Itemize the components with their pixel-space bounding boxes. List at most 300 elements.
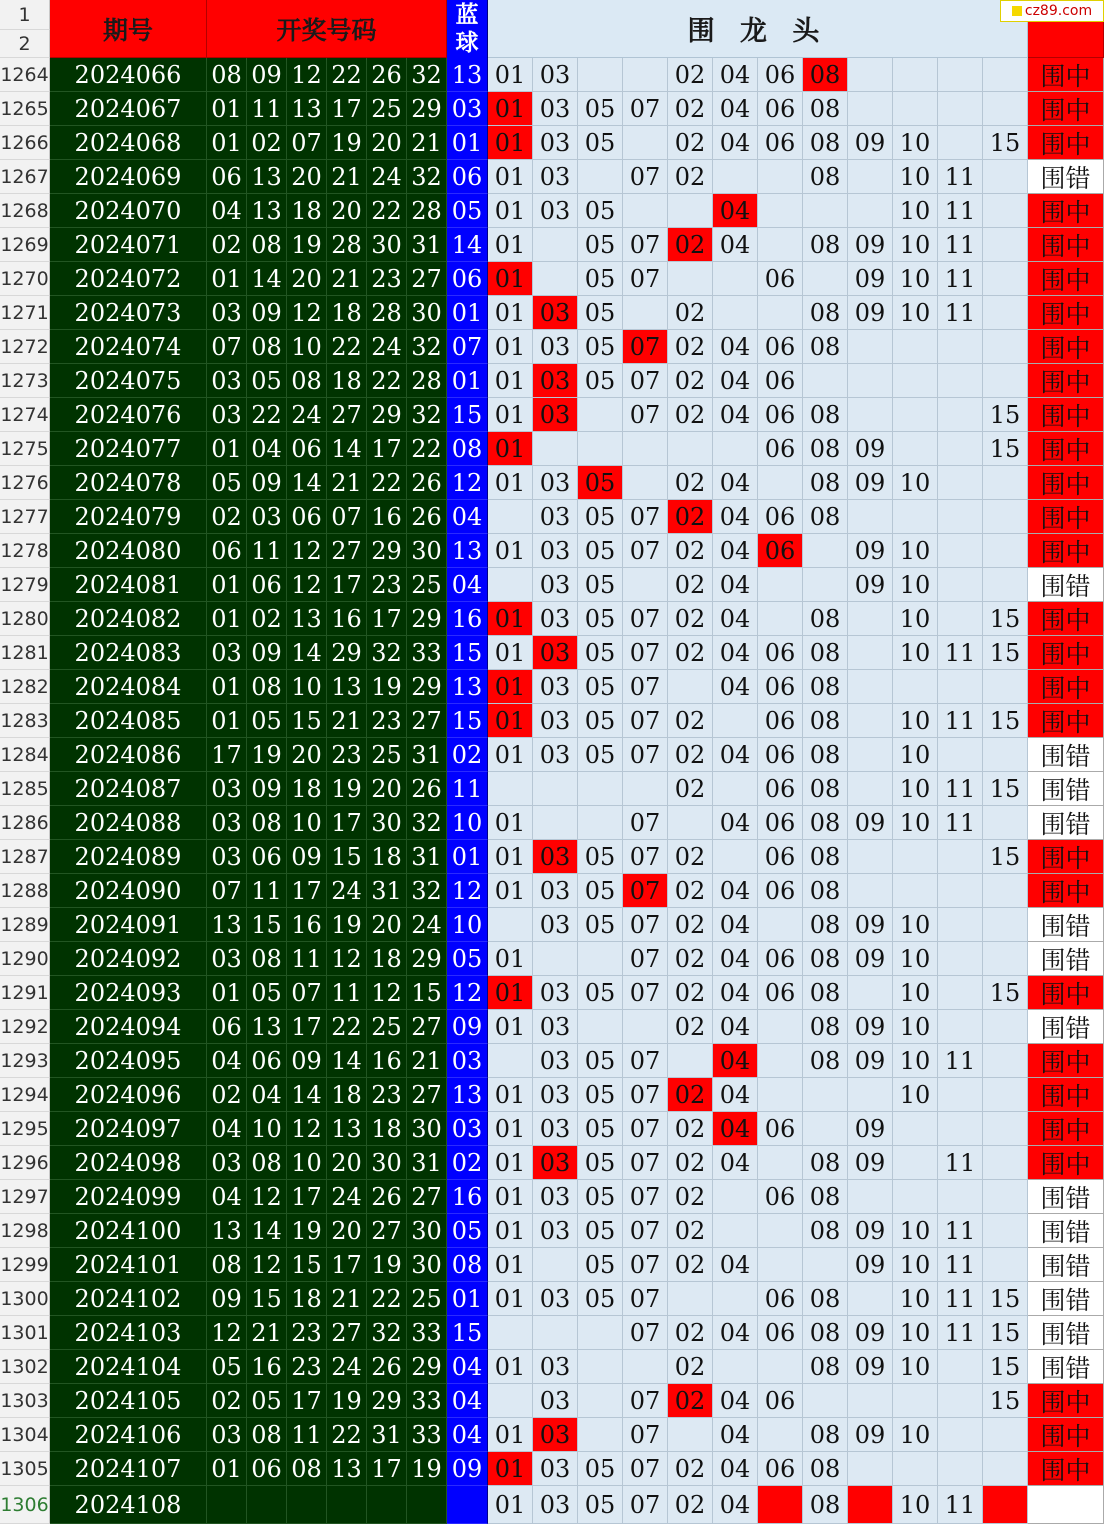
dragon-head-cell[interactable] [848,1078,893,1112]
dragon-head-cell[interactable] [578,772,623,806]
dragon-head-cell[interactable] [713,296,758,330]
row-number[interactable]: 1286 [0,806,50,840]
draw-number-cell[interactable]: 05 [207,1350,247,1384]
draw-number-cell[interactable]: 04 [247,1078,287,1112]
dragon-head-cell[interactable]: 04 [713,1316,758,1350]
draw-number-cell[interactable]: 01 [207,262,247,296]
draw-number-cell[interactable]: 16 [327,602,367,636]
dragon-head-cell[interactable]: 01 [488,92,533,126]
dragon-head-cell[interactable]: 01 [488,432,533,466]
dragon-head-cell[interactable]: 01 [488,636,533,670]
dragon-head-cell[interactable]: 05 [578,840,623,874]
draw-number-cell[interactable]: 25 [367,92,407,126]
dragon-head-cell[interactable]: 10 [893,636,938,670]
row-number[interactable]: 1268 [0,194,50,228]
result-cell[interactable]: 围错 [1028,1180,1104,1214]
dragon-head-cell[interactable] [938,942,983,976]
dragon-head-cell[interactable]: 07 [623,160,668,194]
dragon-head-cell[interactable] [578,58,623,92]
draw-number-cell[interactable]: 30 [407,1248,447,1282]
dragon-head-cell[interactable]: 06 [758,670,803,704]
dragon-head-cell[interactable]: 11 [938,296,983,330]
dragon-head-cell[interactable] [533,806,578,840]
result-cell[interactable]: 围中 [1028,1418,1104,1452]
dragon-head-cell[interactable]: 02 [668,1452,713,1486]
dragon-head-cell[interactable]: 02 [668,364,713,398]
dragon-head-cell[interactable]: 05 [578,738,623,772]
row-number[interactable]: 1282 [0,670,50,704]
dragon-head-cell[interactable]: 08 [803,874,848,908]
dragon-head-cell[interactable]: 08 [803,228,848,262]
dragon-head-cell[interactable]: 01 [488,602,533,636]
dragon-head-cell[interactable] [803,262,848,296]
dragon-head-cell[interactable] [938,602,983,636]
dragon-head-cell[interactable]: 04 [713,466,758,500]
dragon-head-cell[interactable]: 09 [848,1316,893,1350]
draw-number-cell[interactable]: 15 [247,908,287,942]
dragon-head-cell[interactable] [938,466,983,500]
draw-number-cell[interactable]: 10 [287,1146,327,1180]
row-number[interactable]: 1296 [0,1146,50,1180]
dragon-head-cell[interactable]: 04 [713,636,758,670]
dragon-head-cell[interactable]: 10 [893,534,938,568]
dragon-head-cell[interactable] [623,466,668,500]
dragon-head-cell[interactable] [983,534,1028,568]
draw-number-cell[interactable] [327,1486,367,1524]
dragon-head-cell[interactable] [848,1282,893,1316]
issue-number-cell[interactable]: 2024073 [50,296,207,330]
dragon-head-cell[interactable]: 04 [713,330,758,364]
row-number[interactable]: 1279 [0,568,50,602]
dragon-head-cell[interactable] [488,568,533,602]
row-number[interactable]: 1301 [0,1316,50,1350]
dragon-head-cell[interactable]: 07 [623,1282,668,1316]
dragon-head-cell[interactable]: 03 [533,1146,578,1180]
dragon-head-cell[interactable]: 01 [488,840,533,874]
dragon-head-cell[interactable]: 11 [938,1248,983,1282]
dragon-head-cell[interactable] [533,228,578,262]
result-cell[interactable]: 围中 [1028,262,1104,296]
row-number[interactable]: 1276 [0,466,50,500]
dragon-head-cell[interactable] [983,568,1028,602]
draw-number-cell[interactable]: 24 [407,908,447,942]
dragon-head-cell[interactable]: 05 [578,568,623,602]
dragon-head-cell[interactable] [848,1452,893,1486]
draw-number-cell[interactable]: 25 [407,1282,447,1316]
draw-number-cell[interactable]: 19 [327,1384,367,1418]
draw-number-cell[interactable]: 33 [407,1418,447,1452]
dragon-head-cell[interactable]: 10 [893,228,938,262]
result-cell[interactable]: 围中 [1028,1044,1104,1078]
dragon-head-cell[interactable] [893,1452,938,1486]
dragon-head-cell[interactable] [488,1316,533,1350]
dragon-head-cell[interactable] [758,1078,803,1112]
dragon-head-cell[interactable] [533,772,578,806]
row-number[interactable]: 1278 [0,534,50,568]
dragon-head-cell[interactable] [578,432,623,466]
draw-number-cell[interactable]: 14 [287,1078,327,1112]
draw-number-cell[interactable]: 07 [327,500,367,534]
draw-number-cell[interactable]: 15 [287,704,327,738]
dragon-head-cell[interactable]: 06 [758,976,803,1010]
draw-number-cell[interactable]: 32 [367,636,407,670]
dragon-head-cell[interactable]: 06 [758,500,803,534]
dragon-head-cell[interactable]: 01 [488,1146,533,1180]
dragon-head-cell[interactable]: 02 [668,330,713,364]
result-cell[interactable]: 围中 [1028,1112,1104,1146]
dragon-head-cell[interactable]: 03 [533,874,578,908]
row-number[interactable]: 1298 [0,1214,50,1248]
dragon-head-cell[interactable]: 02 [668,1180,713,1214]
dragon-head-cell[interactable] [758,602,803,636]
dragon-head-cell[interactable]: 05 [578,1078,623,1112]
dragon-head-cell[interactable]: 15 [983,398,1028,432]
dragon-head-cell[interactable] [668,1044,713,1078]
dragon-head-cell[interactable] [983,942,1028,976]
issue-number-cell[interactable]: 2024091 [50,908,207,942]
dragon-head-cell[interactable]: 05 [578,1112,623,1146]
dragon-head-cell[interactable]: 06 [758,1452,803,1486]
blue-ball-cell[interactable]: 15 [447,636,488,670]
dragon-head-cell[interactable]: 02 [668,466,713,500]
draw-number-cell[interactable]: 10 [287,670,327,704]
dragon-head-cell[interactable]: 08 [803,976,848,1010]
dragon-head-cell[interactable]: 04 [713,1078,758,1112]
dragon-head-cell[interactable]: 04 [713,194,758,228]
dragon-head-cell[interactable]: 11 [938,160,983,194]
draw-number-cell[interactable]: 29 [367,534,407,568]
draw-number-cell[interactable]: 06 [207,534,247,568]
dragon-head-cell[interactable]: 01 [488,976,533,1010]
blue-ball-cell[interactable]: 12 [447,976,488,1010]
draw-number-cell[interactable]: 08 [247,942,287,976]
row-number[interactable]: 1284 [0,738,50,772]
dragon-head-cell[interactable] [848,92,893,126]
dragon-head-cell[interactable]: 01 [488,296,533,330]
draw-number-cell[interactable]: 32 [407,330,447,364]
draw-number-cell[interactable]: 26 [367,1350,407,1384]
blue-ball-cell[interactable]: 15 [447,704,488,738]
draw-number-cell[interactable]: 09 [247,772,287,806]
dragon-head-cell[interactable] [668,670,713,704]
result-cell[interactable]: 围错 [1028,772,1104,806]
dragon-head-cell[interactable]: 04 [713,1146,758,1180]
dragon-head-cell[interactable] [713,1350,758,1384]
issue-number-cell[interactable]: 2024102 [50,1282,207,1316]
dragon-head-cell[interactable]: 01 [488,806,533,840]
row-number[interactable]: 1300 [0,1282,50,1316]
draw-number-cell[interactable]: 20 [287,738,327,772]
dragon-head-cell[interactable]: 02 [668,568,713,602]
draw-number-cell[interactable]: 30 [367,806,407,840]
dragon-head-cell[interactable]: 08 [803,942,848,976]
draw-number-cell[interactable]: 22 [327,58,367,92]
dragon-head-cell[interactable]: 02 [668,500,713,534]
dragon-head-cell[interactable] [938,92,983,126]
dragon-head-cell[interactable]: 02 [668,228,713,262]
dragon-head-cell[interactable]: 10 [893,194,938,228]
dragon-head-cell[interactable]: 08 [803,160,848,194]
dragon-head-cell[interactable]: 07 [623,1180,668,1214]
dragon-head-cell[interactable] [983,262,1028,296]
issue-number-cell[interactable]: 2024099 [50,1180,207,1214]
draw-number-cell[interactable]: 29 [407,670,447,704]
dragon-head-cell[interactable] [623,296,668,330]
draw-number-cell[interactable]: 08 [247,228,287,262]
result-cell[interactable]: 围中 [1028,466,1104,500]
row-number[interactable]: 1291 [0,976,50,1010]
dragon-head-cell[interactable]: 01 [488,262,533,296]
dragon-head-cell[interactable]: 04 [713,1384,758,1418]
dragon-head-cell[interactable]: 06 [758,1316,803,1350]
result-cell[interactable]: 围中 [1028,704,1104,738]
draw-number-cell[interactable]: 06 [287,500,327,534]
dragon-head-cell[interactable] [758,296,803,330]
dragon-head-cell[interactable]: 01 [488,738,533,772]
dragon-head-cell[interactable] [848,704,893,738]
dragon-head-header[interactable]: 围 龙 头 [488,0,1028,58]
draw-number-cell[interactable]: 33 [407,1316,447,1350]
dragon-head-cell[interactable] [938,534,983,568]
draw-number-cell[interactable]: 18 [327,296,367,330]
draw-number-cell[interactable]: 23 [367,568,407,602]
draw-number-cell[interactable]: 18 [287,1282,327,1316]
dragon-head-cell[interactable]: 02 [668,1384,713,1418]
dragon-head-cell[interactable]: 06 [758,364,803,398]
draw-number-cell[interactable]: 25 [367,738,407,772]
dragon-head-cell[interactable]: 10 [893,1010,938,1044]
issue-number-cell[interactable]: 2024087 [50,772,207,806]
draw-number-cell[interactable]: 07 [207,874,247,908]
draw-number-cell[interactable]: 17 [207,738,247,772]
draw-number-cell[interactable]: 31 [407,738,447,772]
blue-ball-cell[interactable]: 07 [447,330,488,364]
dragon-head-cell[interactable]: 02 [668,1010,713,1044]
draw-number-cell[interactable]: 01 [207,976,247,1010]
dragon-head-cell[interactable] [713,840,758,874]
dragon-head-cell[interactable]: 04 [713,1044,758,1078]
issue-number-cell[interactable]: 2024088 [50,806,207,840]
dragon-head-cell[interactable] [758,1214,803,1248]
draw-number-cell[interactable]: 24 [367,330,407,364]
dragon-head-cell[interactable]: 02 [668,636,713,670]
dragon-head-cell[interactable] [983,670,1028,704]
dragon-head-cell[interactable]: 01 [488,398,533,432]
draw-number-cell[interactable]: 14 [287,466,327,500]
dragon-head-cell[interactable]: 01 [488,466,533,500]
dragon-head-cell[interactable]: 02 [668,126,713,160]
draw-number-cell[interactable]: 25 [367,1010,407,1044]
dragon-head-cell[interactable]: 11 [938,1146,983,1180]
dragon-head-cell[interactable] [758,228,803,262]
dragon-head-cell[interactable] [893,432,938,466]
blue-ball-cell[interactable]: 01 [447,1282,488,1316]
dragon-head-cell[interactable]: 02 [668,1248,713,1282]
draw-number-cell[interactable]: 09 [207,1282,247,1316]
draw-number-cell[interactable]: 17 [287,874,327,908]
dragon-head-cell[interactable]: 08 [803,432,848,466]
draw-number-cell[interactable]: 21 [327,160,367,194]
draw-number-cell[interactable]: 18 [287,194,327,228]
dragon-head-cell[interactable] [668,1282,713,1316]
blue-ball-column-header[interactable] [447,0,488,58]
dragon-head-cell[interactable]: 06 [758,58,803,92]
dragon-head-cell[interactable] [623,772,668,806]
dragon-head-cell[interactable]: 08 [803,296,848,330]
draw-number-cell[interactable]: 26 [407,772,447,806]
dragon-head-cell[interactable]: 06 [758,330,803,364]
draw-number-cell[interactable]: 13 [287,92,327,126]
draw-number-cell[interactable]: 16 [367,500,407,534]
issue-number-cell[interactable]: 2024082 [50,602,207,636]
draw-number-cell[interactable]: 21 [327,466,367,500]
dragon-head-cell[interactable] [848,58,893,92]
dragon-head-cell[interactable] [983,1452,1028,1486]
issue-number-cell[interactable]: 2024071 [50,228,207,262]
dragon-head-cell[interactable] [848,976,893,1010]
dragon-head-cell[interactable] [938,330,983,364]
draw-number-cell[interactable]: 29 [367,1384,407,1418]
dragon-head-cell[interactable]: 07 [623,1486,668,1524]
issue-number-cell[interactable]: 2024080 [50,534,207,568]
dragon-head-cell[interactable]: 09 [848,262,893,296]
draw-number-cell[interactable]: 26 [367,1180,407,1214]
dragon-head-cell[interactable]: 05 [578,500,623,534]
dragon-head-cell[interactable] [938,1112,983,1146]
blue-ball-cell[interactable]: 06 [447,262,488,296]
dragon-head-cell[interactable]: 04 [713,1010,758,1044]
draw-number-cell[interactable]: 01 [207,670,247,704]
dragon-head-cell[interactable] [983,1044,1028,1078]
blue-ball-cell[interactable]: 04 [447,1418,488,1452]
draw-number-cell[interactable]: 03 [207,942,247,976]
result-cell[interactable]: 围中 [1028,976,1104,1010]
draw-number-cell[interactable]: 06 [247,1044,287,1078]
issue-number-cell[interactable]: 2024093 [50,976,207,1010]
draw-number-cell[interactable]: 14 [247,1214,287,1248]
dragon-head-cell[interactable]: 05 [578,92,623,126]
dragon-head-cell[interactable]: 07 [623,976,668,1010]
draw-number-cell[interactable]: 07 [287,976,327,1010]
dragon-head-cell[interactable]: 03 [533,670,578,704]
dragon-head-cell[interactable]: 02 [668,908,713,942]
result-cell[interactable]: 围中 [1028,500,1104,534]
blue-ball-cell[interactable]: 04 [447,1350,488,1384]
draw-number-cell[interactable]: 26 [407,500,447,534]
dragon-head-cell[interactable]: 02 [668,602,713,636]
draw-number-cell[interactable]: 32 [407,160,447,194]
dragon-head-cell[interactable]: 03 [533,1078,578,1112]
row-number[interactable]: 1293 [0,1044,50,1078]
draw-number-cell[interactable]: 13 [247,1010,287,1044]
dragon-head-cell[interactable] [938,500,983,534]
result-cell[interactable]: 围错 [1028,1248,1104,1282]
draw-number-cell[interactable]: 22 [327,330,367,364]
dragon-head-cell[interactable]: 08 [803,602,848,636]
dragon-head-cell[interactable] [578,398,623,432]
draw-number-cell[interactable]: 31 [407,228,447,262]
draw-number-cell[interactable]: 24 [327,1180,367,1214]
dragon-head-cell[interactable] [533,1248,578,1282]
dragon-head-cell[interactable]: 09 [848,568,893,602]
dragon-head-cell[interactable]: 02 [668,976,713,1010]
dragon-head-cell[interactable]: 09 [848,466,893,500]
dragon-head-cell[interactable]: 02 [668,874,713,908]
dragon-head-cell[interactable]: 10 [893,568,938,602]
dragon-head-cell[interactable] [983,92,1028,126]
dragon-head-cell[interactable]: 09 [848,942,893,976]
issue-number-cell[interactable]: 2024092 [50,942,207,976]
dragon-head-cell[interactable] [938,1078,983,1112]
dragon-head-cell[interactable]: 08 [803,806,848,840]
dragon-head-cell[interactable] [983,1078,1028,1112]
draw-number-cell[interactable]: 31 [367,874,407,908]
dragon-head-cell[interactable]: 06 [758,126,803,160]
result-cell[interactable] [1028,1486,1104,1524]
blue-ball-cell[interactable]: 04 [447,568,488,602]
result-cell[interactable]: 围中 [1028,330,1104,364]
row-number[interactable]: 1272 [0,330,50,364]
draw-number-cell[interactable]: 03 [207,398,247,432]
draw-number-cell[interactable]: 03 [207,772,247,806]
dragon-head-cell[interactable] [578,1418,623,1452]
issue-number-cell[interactable]: 2024081 [50,568,207,602]
draw-number-cell[interactable]: 24 [287,398,327,432]
dragon-head-cell[interactable]: 10 [893,1486,938,1524]
dragon-head-cell[interactable] [488,500,533,534]
dragon-head-cell[interactable]: 05 [578,466,623,500]
dragon-head-cell[interactable] [848,1384,893,1418]
dragon-head-cell[interactable]: 05 [578,228,623,262]
dragon-head-cell[interactable]: 01 [488,534,533,568]
dragon-head-cell[interactable]: 04 [713,1452,758,1486]
dragon-head-cell[interactable] [668,806,713,840]
dragon-head-cell[interactable]: 05 [578,1452,623,1486]
result-cell[interactable]: 围错 [1028,908,1104,942]
dragon-head-cell[interactable]: 05 [578,330,623,364]
dragon-head-cell[interactable]: 06 [758,738,803,772]
draw-number-cell[interactable]: 23 [367,704,407,738]
result-cell[interactable]: 围中 [1028,398,1104,432]
dragon-head-cell[interactable] [578,806,623,840]
blue-ball-cell[interactable]: 03 [447,1112,488,1146]
dragon-head-cell[interactable]: 07 [623,1146,668,1180]
draw-number-cell[interactable]: 17 [287,1384,327,1418]
blue-ball-cell[interactable]: 04 [447,500,488,534]
dragon-head-cell[interactable]: 08 [803,670,848,704]
dragon-head-cell[interactable]: 05 [578,874,623,908]
row-number[interactable]: 1281 [0,636,50,670]
draw-number-cell[interactable]: 10 [287,330,327,364]
dragon-head-cell[interactable] [938,364,983,398]
dragon-head-cell[interactable] [983,1214,1028,1248]
draw-number-cell[interactable]: 12 [287,1112,327,1146]
draw-number-cell[interactable]: 20 [327,1214,367,1248]
dragon-head-cell[interactable] [983,500,1028,534]
dragon-head-cell[interactable]: 04 [713,228,758,262]
blue-ball-cell[interactable]: 01 [447,840,488,874]
dragon-head-cell[interactable]: 01 [488,1486,533,1524]
row-number[interactable]: 1289 [0,908,50,942]
dragon-head-cell[interactable] [983,1418,1028,1452]
dragon-head-cell[interactable]: 10 [893,1418,938,1452]
draw-number-cell[interactable]: 01 [207,602,247,636]
dragon-head-cell[interactable] [803,364,848,398]
dragon-head-cell[interactable]: 09 [848,1350,893,1384]
draw-number-cell[interactable]: 20 [367,126,407,160]
dragon-head-cell[interactable]: 10 [893,296,938,330]
dragon-head-cell[interactable] [848,398,893,432]
